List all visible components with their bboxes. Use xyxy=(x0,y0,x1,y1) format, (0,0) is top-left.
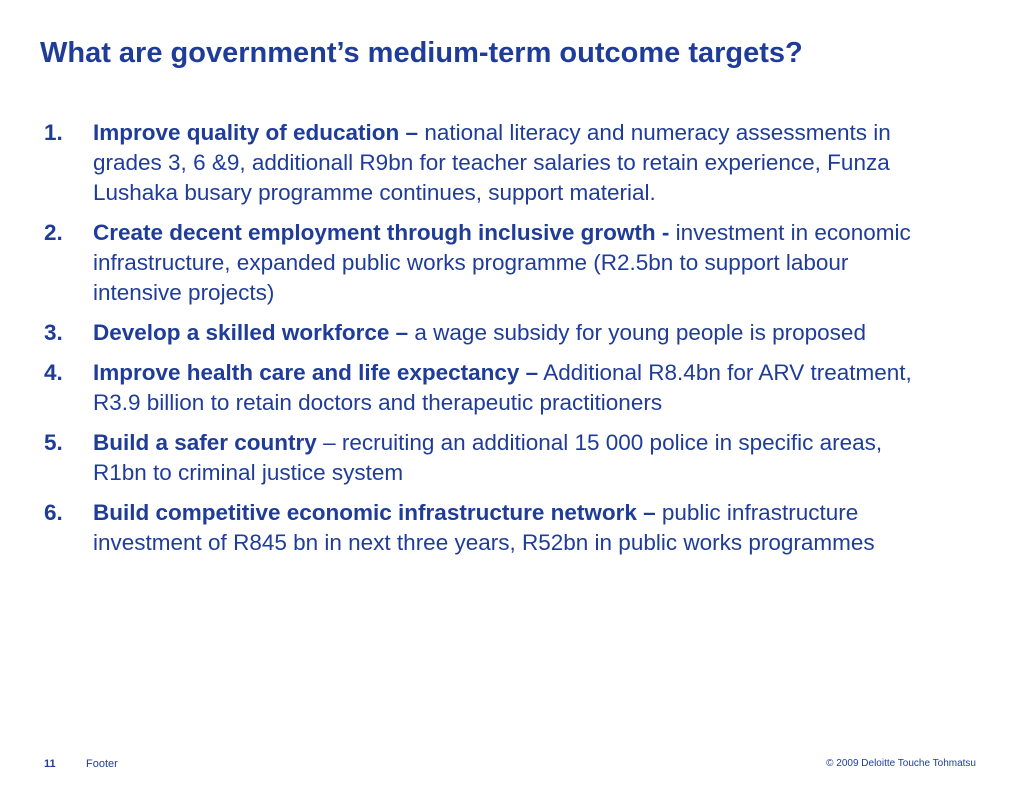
list-item-health xyxy=(40,358,940,418)
list-item-workforce xyxy=(40,318,940,348)
list-item-number: 6. xyxy=(44,500,63,525)
list-item-number: 3. xyxy=(44,320,63,345)
list-item-number: 4. xyxy=(44,360,63,385)
list-item-text: – recruiting an additional 15 000 police in specific areas, R1bn to criminal justice system xyxy=(93,430,883,485)
outcome-targets-list xyxy=(40,118,940,568)
list-item-text: public infrastructure investment of R845 bn in next three years, R52bn in public works programmes xyxy=(93,500,875,555)
list-item-heading: Build a safer country xyxy=(93,430,317,455)
list-item-heading: Develop a skilled workforce – xyxy=(93,320,409,345)
list-item-number: 2. xyxy=(44,220,63,245)
footer-label: Footer xyxy=(86,758,118,770)
list-item-safety xyxy=(40,428,940,488)
list-item-heading: Build competitive economic infrastructure network – xyxy=(93,500,656,525)
list-item-heading: Improve quality of education – xyxy=(93,120,419,145)
list-item-infrastructure xyxy=(40,498,940,558)
list-item-text: Additional R8.4bn for ARV treatment, R3.9 billion to retain doctors and therapeutic practitioners xyxy=(93,360,912,415)
list-item-text: national literacy and numeracy assessments in grades 3, 6 &9, additionall R9bn for teacher salaries to retain experience, Funza Lushaka busary programme continues, support material. xyxy=(93,120,891,205)
list-item-number: 1. xyxy=(44,120,63,145)
list-item-heading: Create decent employment through inclusive growth - xyxy=(93,220,670,245)
list-item-education xyxy=(40,118,940,208)
page-number: 11 xyxy=(44,758,56,770)
list-item-text: a wage subsidy for young people is proposed xyxy=(414,320,866,345)
slide-title: What are government’s medium-term outcome targets? xyxy=(40,37,803,69)
list-item-number: 5. xyxy=(44,430,63,455)
list-item-heading: Improve health care and life expectancy – xyxy=(93,360,539,385)
list-item-employment xyxy=(40,218,940,308)
list-item-text: investment in economic infrastructure, expanded public works programme (R2.5bn to support labour intensive projects) xyxy=(93,220,911,305)
copyright-notice: © 2009 Deloitte Touche Tohmatsu xyxy=(826,758,976,769)
